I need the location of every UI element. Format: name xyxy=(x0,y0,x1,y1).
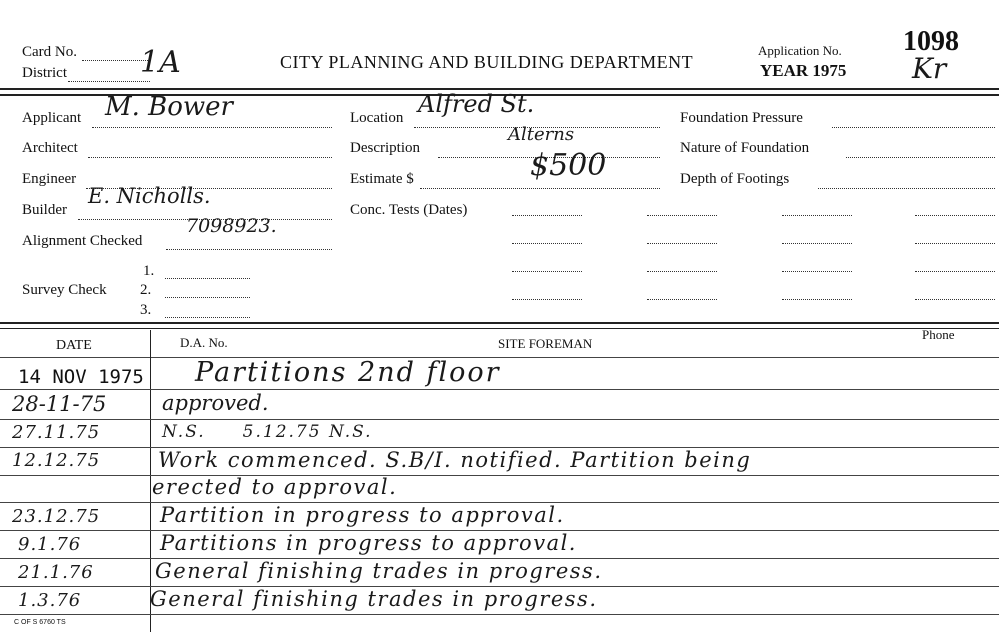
card-no-value: 1A xyxy=(140,45,181,80)
applicant-dots xyxy=(92,127,332,128)
table-row-entry: N.S. 5.12.75 N.S. xyxy=(162,422,373,442)
survey-dots-1 xyxy=(165,278,250,279)
conc-dots-1c xyxy=(782,215,852,216)
conc-dots-4c xyxy=(782,299,852,300)
table-row-date: 27.11.75 xyxy=(12,422,101,443)
applicant-label: Applicant xyxy=(22,110,82,126)
table-row-entry: Work commenced. S.B/I. notified. Partition being xyxy=(158,448,752,472)
district-dots xyxy=(68,81,150,82)
table-row-date: 28-11-75 xyxy=(12,392,107,416)
row-line-4 xyxy=(0,475,999,476)
architect-label: Architect xyxy=(22,140,78,156)
foundation-pressure-dots xyxy=(832,127,995,128)
table-row-entry: Partitions 2nd floor xyxy=(195,357,501,388)
district-label: District xyxy=(22,65,67,81)
table-row-entry: General finishing trades in progress. xyxy=(150,587,598,611)
estimate-dots xyxy=(420,188,660,189)
application-no-label: Application No. xyxy=(758,43,842,58)
description-value: Alterns xyxy=(508,124,575,145)
row-line-2 xyxy=(0,419,999,420)
table-row-entry: General finishing trades in progress. xyxy=(155,559,603,583)
alignment-value: 7098923. xyxy=(186,215,277,237)
table-top-rule-1 xyxy=(0,322,999,324)
phone-column-header: Phone xyxy=(922,327,955,342)
survey-check-label: Survey Check xyxy=(22,282,107,298)
alignment-dots xyxy=(166,249,332,250)
description-label: Description xyxy=(350,140,420,156)
row-line-9 xyxy=(0,614,999,615)
conc-dots-3a xyxy=(512,271,582,272)
table-row-entry: Partitions in progress to approval. xyxy=(160,531,577,555)
nature-of-foundation-label: Nature of Foundation xyxy=(680,140,810,156)
depth-of-footings-label: Depth of Footings xyxy=(680,171,790,187)
table-row-date: 21.1.76 xyxy=(18,562,94,583)
application-no-value: 1098 xyxy=(903,26,959,57)
da-no-column-header: D.A. No. xyxy=(180,335,228,350)
table-top-rule-2 xyxy=(0,328,999,329)
engineer-label: Engineer xyxy=(22,171,77,187)
foundation-pressure-label: Foundation Pressure xyxy=(680,110,803,126)
depth-dots xyxy=(818,188,995,189)
conc-dots-2b xyxy=(647,243,717,244)
conc-dots-3c xyxy=(782,271,852,272)
conc-dots-3d xyxy=(915,271,995,272)
conc-dots-3b xyxy=(647,271,717,272)
applicant-value: M. Bower xyxy=(105,92,233,122)
conc-dots-1d xyxy=(915,215,995,216)
survey-item-1: 1. xyxy=(143,263,155,279)
table-row-date-stamp: 14 NOV 1975 xyxy=(18,366,144,388)
conc-tests-label: Conc. Tests (Dates) xyxy=(350,202,468,218)
survey-dots-2 xyxy=(165,297,250,298)
conc-dots-4b xyxy=(647,299,717,300)
builder-label: Builder xyxy=(22,202,67,218)
table-row-date: 1.3.76 xyxy=(18,590,82,611)
conc-dots-2a xyxy=(512,243,582,244)
application-initials: Kr xyxy=(912,52,947,85)
department-title: CITY PLANNING AND BUILDING DEPARTMENT xyxy=(280,52,694,72)
table-row-entry-continuation: erected to approval. xyxy=(152,475,398,499)
survey-item-2: 2. xyxy=(140,282,152,298)
location-value: Alfred St. xyxy=(418,90,535,118)
estimate-label: Estimate $ xyxy=(350,171,414,187)
survey-dots-3 xyxy=(165,317,250,318)
form-code: C OF S 6760 TS xyxy=(14,619,66,626)
table-row-date: 23.12.75 xyxy=(12,506,101,527)
architect-dots xyxy=(88,157,332,158)
table-row-entry: Partition in progress to approval. xyxy=(160,503,565,527)
location-label: Location xyxy=(350,110,404,126)
alignment-checked-label: Alignment Checked xyxy=(22,233,143,249)
nature-dots xyxy=(846,157,995,158)
builder-value: E. Nicholls. xyxy=(88,184,211,208)
conc-dots-4a xyxy=(512,299,582,300)
conc-dots-2c xyxy=(782,243,852,244)
conc-dots-4d xyxy=(915,299,995,300)
table-row-date: 9.1.76 xyxy=(18,534,82,555)
year-label: YEAR 1975 xyxy=(760,61,847,80)
table-row-date: 12.12.75 xyxy=(12,450,101,471)
conc-dots-1b xyxy=(647,215,717,216)
conc-dots-2d xyxy=(915,243,995,244)
row-line-1 xyxy=(0,389,999,390)
site-foreman-column-header: SITE FOREMAN xyxy=(498,336,593,351)
conc-dots-1a xyxy=(512,215,582,216)
card-no-label: Card No. xyxy=(22,44,77,60)
estimate-value: $500 xyxy=(530,148,607,183)
survey-item-3: 3. xyxy=(140,302,152,318)
table-row-entry: approved. xyxy=(162,391,269,415)
date-column-header: DATE xyxy=(56,338,92,353)
